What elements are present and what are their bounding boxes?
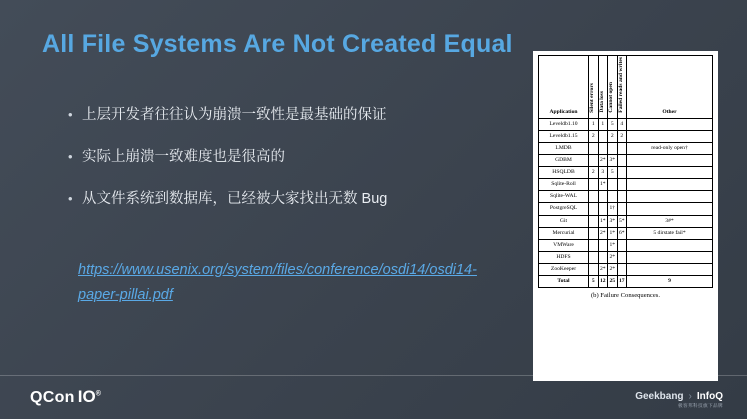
cell-other — [627, 155, 713, 167]
cell-failed-reads-writes — [617, 167, 627, 179]
paper-link[interactable]: https://www.usenix.org/system/files/conference/osdi14/osdi14-paper-pillai.pdf — [78, 262, 477, 304]
table-row — [539, 239, 713, 251]
cell-silent-errors — [589, 251, 599, 263]
cell-application: HDFS — [539, 251, 589, 263]
brand-subtitle: 极客邦科技旗下品牌 — [678, 402, 723, 408]
cell-application: Sqlite-Roll — [539, 179, 589, 191]
brand-lockup — [635, 391, 723, 408]
cell-silent-errors — [589, 227, 599, 239]
qcon-logo-trademark: ® — [95, 390, 101, 398]
cell-total-cannot-open: 25 — [608, 276, 618, 288]
cell-failed-reads-writes — [617, 203, 627, 215]
column-header-application — [539, 56, 589, 119]
cell-data-loss: 3 — [598, 167, 608, 179]
bullet-list — [68, 106, 498, 232]
brand-row — [635, 391, 723, 403]
table-row — [539, 215, 713, 227]
cell-data-loss — [598, 142, 608, 154]
cell-cannot-open: 2* — [608, 251, 618, 263]
cell-other — [627, 167, 713, 179]
cell-data-loss: 2* — [598, 227, 608, 239]
cell-failed-reads-writes — [617, 191, 627, 203]
cell-cannot-open: 1† — [608, 203, 618, 215]
cell-application: Git — [539, 215, 589, 227]
cell-data-loss: 1* — [598, 215, 608, 227]
cell-other — [627, 263, 713, 275]
column-header-data-loss — [598, 56, 608, 119]
brand-separator: › — [688, 391, 692, 403]
cell-total-label: Total — [539, 276, 589, 288]
column-header-failed-reads-writes-label: Failed reads and writes — [617, 57, 624, 113]
cell-silent-errors — [589, 203, 599, 215]
cell-application: GDBM — [539, 155, 589, 167]
table-row — [539, 142, 713, 154]
list-item — [68, 148, 498, 167]
list-item — [68, 190, 498, 209]
cell-failed-reads-writes: 2 — [617, 130, 627, 142]
cell-total-data-loss: 12 — [598, 276, 608, 288]
cell-silent-errors — [589, 215, 599, 227]
bullet-marker-icon: • — [68, 148, 73, 164]
cell-silent-errors — [589, 179, 599, 191]
cell-other: 5 dirstate fail* — [627, 227, 713, 239]
cell-failed-reads-writes — [617, 251, 627, 263]
cell-data-loss: 2* — [598, 155, 608, 167]
cell-application: Leveldb1.15 — [539, 130, 589, 142]
failure-consequences-table — [538, 55, 713, 288]
list-item-label: 实际上崩溃一致难度也是很高的 — [82, 148, 285, 165]
column-header-cannot-open-label: Cannot open — [608, 82, 615, 113]
cell-data-loss — [598, 239, 608, 251]
cell-application: HSQLDB — [539, 167, 589, 179]
cell-cannot-open: 3* — [608, 215, 618, 227]
bullet-marker-icon: • — [68, 190, 73, 206]
cell-cannot-open: 1* — [608, 227, 618, 239]
table-row — [539, 191, 713, 203]
cell-cannot-open: 2 — [608, 130, 618, 142]
column-header-silent-errors — [589, 56, 599, 119]
cell-data-loss — [598, 191, 608, 203]
cell-data-loss: 1 — [598, 118, 608, 130]
cell-failed-reads-writes: 5* — [617, 215, 627, 227]
cell-silent-errors — [589, 191, 599, 203]
cell-cannot-open: 5 — [608, 167, 618, 179]
table-row — [539, 251, 713, 263]
column-header-other — [627, 56, 713, 119]
cell-application: ZooKeeper — [539, 263, 589, 275]
table-row — [539, 167, 713, 179]
cell-data-loss — [598, 251, 608, 263]
cell-silent-errors: 2 — [589, 167, 599, 179]
qcon-logo-io-text: IO — [77, 387, 96, 406]
cell-data-loss — [598, 203, 608, 215]
cell-cannot-open: 3* — [608, 155, 618, 167]
column-header-application-label: Application — [549, 108, 578, 115]
cell-failed-reads-writes — [617, 155, 627, 167]
column-header-data-loss-label: Data loss — [598, 91, 605, 113]
cell-cannot-open: 1* — [608, 239, 618, 251]
cell-application: Mercurial — [539, 227, 589, 239]
cell-total-other: 9 — [627, 276, 713, 288]
cell-application: Sqlite-WAL — [539, 191, 589, 203]
cell-total-failed-reads-writes: 17 — [617, 276, 627, 288]
cell-failed-reads-writes — [617, 263, 627, 275]
table-row — [539, 179, 713, 191]
footer-divider — [0, 375, 747, 376]
cell-silent-errors: 1 — [589, 118, 599, 130]
cell-other — [627, 118, 713, 130]
cell-silent-errors: 2 — [589, 130, 599, 142]
cell-other — [627, 179, 713, 191]
table-row — [539, 155, 713, 167]
cell-data-loss: 2* — [598, 263, 608, 275]
cell-cannot-open: 2* — [608, 263, 618, 275]
qcon-logo-io — [78, 387, 101, 407]
list-item-label: 从文件系统到数据库，已经被大家找出无数 Bug — [82, 190, 388, 207]
failure-consequences-figure — [533, 51, 718, 381]
cell-silent-errors — [589, 263, 599, 275]
page-title: All File Systems Are Not Created Equal — [42, 30, 513, 58]
figure-caption: (b) Failure Consequences. — [590, 292, 661, 300]
cell-silent-errors — [589, 239, 599, 251]
cell-other — [627, 251, 713, 263]
cell-application: PostgreSQL — [539, 203, 589, 215]
brand-infoq-label: InfoQ — [696, 391, 723, 403]
bullet-marker-icon: • — [68, 107, 73, 122]
cell-silent-errors — [589, 142, 599, 154]
cell-cannot-open — [608, 142, 618, 154]
table-header-row — [539, 56, 713, 119]
brand-geekbang-label: Geekbang — [635, 391, 684, 403]
cell-other — [627, 203, 713, 215]
cell-cannot-open: 5 — [608, 118, 618, 130]
cell-other: 3#* — [627, 215, 713, 227]
cell-other — [627, 239, 713, 251]
cell-application: VMWare — [539, 239, 589, 251]
cell-total-silent-errors: 5 — [589, 276, 599, 288]
cell-failed-reads-writes — [617, 239, 627, 251]
column-header-cannot-open — [608, 56, 618, 119]
cell-data-loss — [598, 130, 608, 142]
cell-failed-reads-writes — [617, 179, 627, 191]
table-row — [539, 130, 713, 142]
column-header-other-label: Other — [662, 108, 677, 115]
column-header-failed-reads-writes — [617, 56, 627, 119]
table-row — [539, 227, 713, 239]
cell-other — [627, 130, 713, 142]
cell-cannot-open — [608, 179, 618, 191]
qcon-logo — [30, 387, 101, 407]
cell-failed-reads-writes: 6* — [617, 227, 627, 239]
column-header-silent-errors-label: Silent errors — [589, 82, 596, 113]
table-row — [539, 263, 713, 275]
cell-silent-errors — [589, 155, 599, 167]
table-row — [539, 203, 713, 215]
cell-data-loss: 1* — [598, 179, 608, 191]
cell-cannot-open — [608, 191, 618, 203]
cell-application: LMDB — [539, 142, 589, 154]
cell-failed-reads-writes: 4 — [617, 118, 627, 130]
list-item-label: 上层开发者往往认为崩溃一致性是最基础的保证 — [82, 107, 387, 123]
table-row — [539, 118, 713, 130]
table-total-row — [539, 276, 713, 288]
cell-application: Leveldb1.10 — [539, 118, 589, 130]
cell-failed-reads-writes — [617, 142, 627, 154]
list-item — [68, 106, 498, 125]
cell-other — [627, 191, 713, 203]
qcon-logo-text: QCon — [30, 389, 75, 406]
cell-other: read-only open† — [627, 142, 713, 154]
